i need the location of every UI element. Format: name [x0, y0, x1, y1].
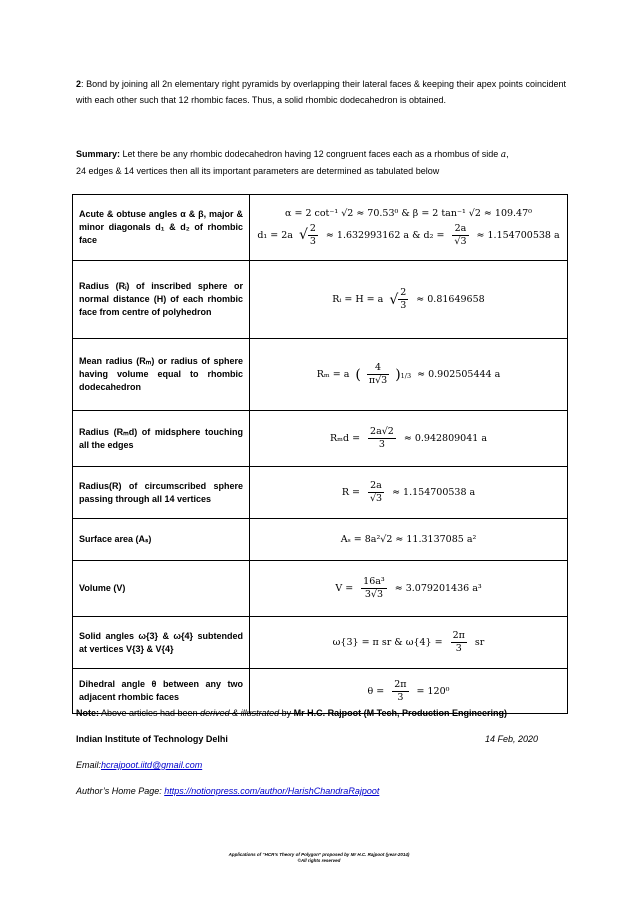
row-formula — [250, 561, 568, 617]
formula-part: ≈ 0.942809041 a — [403, 433, 487, 444]
sqrt-sign: √ — [298, 227, 308, 243]
table-row — [73, 669, 568, 714]
formula-dihedral — [250, 679, 567, 704]
formula-part: ≈ 1.632993162 a & d₂ = — [325, 229, 445, 241]
institute: Indian Institute of Technology Delhi — [76, 734, 228, 744]
numerator: 2π — [452, 630, 465, 641]
formula-part: sr — [474, 637, 485, 648]
numerator: 2a — [368, 480, 384, 493]
table-row — [73, 339, 568, 411]
summary-label: Summary: — [76, 149, 121, 159]
table-row — [73, 261, 568, 339]
row-label: Radius (Rᵢ) of inscribed sphere or normal distance (H) of each rhombic face from centre of polyhedron — [73, 261, 250, 339]
note-text: Above articles had been — [99, 708, 201, 718]
row-formula — [250, 669, 568, 714]
row-label: Surface area (Aₛ) — [73, 519, 250, 561]
fraction — [361, 576, 387, 601]
summary-text-1: Let there be any rhombic dodecahedron having 12 congruent faces each as a rhombus of side — [120, 149, 501, 159]
row-formula — [250, 467, 568, 519]
note-line — [76, 708, 507, 718]
numerator: 2a√2 — [370, 426, 394, 437]
formula-part: Rₘd = — [330, 433, 361, 444]
numerator: 4 — [367, 362, 389, 375]
homepage-link[interactable]: https://notionpress.com/author/HarishChandraRajpoot — [164, 786, 380, 796]
summary-paragraph — [76, 146, 566, 179]
email-label: Email: — [76, 760, 102, 770]
formula-part: ≈ 0.902505444 a — [417, 369, 501, 380]
formula-part: ω{3} = π sr & ω{4} = — [332, 637, 443, 648]
paren-open: ( — [355, 366, 361, 383]
sqrt-sign: √ — [389, 291, 399, 308]
row-formula — [250, 617, 568, 669]
summary-text-3: 24 edges & 14 vertices then all its important parameters are determined as tabulated below — [76, 166, 440, 176]
intro-paragraph — [76, 76, 566, 108]
formula-volume — [250, 576, 567, 601]
homepage-label: Author’s Home Page: — [76, 786, 165, 796]
formula-part: R = — [341, 487, 360, 498]
formula-part: d₁ = 2a — [257, 229, 293, 241]
row-formula: Aₛ = 8a²√2 ≈ 11.3137085 a² — [250, 519, 568, 561]
note-text: by — [279, 708, 294, 718]
formula-midradius — [250, 426, 567, 451]
numerator: 16a³ — [363, 576, 385, 587]
formula-part: ≈ 3.079201436 a³ — [394, 583, 482, 594]
fraction — [452, 223, 468, 248]
formula-part: Rᵢ = H = a — [332, 294, 384, 305]
fraction — [398, 287, 408, 312]
denominator: 3√3 — [364, 589, 384, 600]
formula-part: Rₘ = a — [316, 369, 350, 380]
denominator: π√3 — [368, 375, 388, 386]
homepage-line — [76, 786, 379, 796]
table-row — [73, 617, 568, 669]
footer — [0, 852, 638, 864]
formula-part: ≈ 0.81649658 — [416, 294, 485, 305]
fraction — [368, 480, 384, 505]
row-label: Volume (V) — [73, 561, 250, 617]
denominator: 3 — [397, 691, 404, 703]
formula-diagonals — [250, 223, 567, 248]
row-formula — [250, 339, 568, 411]
numerator: 2 — [400, 287, 407, 298]
denominator: √3 — [369, 493, 383, 504]
formula-part: ≈ 1.154700538 a — [476, 229, 560, 241]
summary-var: a — [500, 150, 507, 160]
formula-part: θ = — [367, 685, 385, 697]
fraction — [308, 223, 318, 248]
fraction — [367, 362, 389, 387]
table-row — [73, 411, 568, 467]
formula-part: = 120⁰ — [416, 685, 450, 697]
denominator: 3 — [400, 300, 407, 311]
denominator: √3 — [454, 235, 467, 247]
table-row — [73, 519, 568, 561]
author-name: Mr H.C. Rajpoot (M Tech, Production Engineering) — [293, 708, 507, 718]
note-label: Note: — [76, 708, 99, 718]
fraction — [392, 679, 408, 704]
denominator: 3 — [309, 235, 316, 247]
denominator: 3 — [378, 439, 385, 450]
numerator: 2 — [309, 222, 316, 234]
numerator: 2π — [394, 678, 407, 690]
formula-circumradius — [250, 480, 567, 505]
formula-part: V = — [335, 583, 354, 594]
formula-angles: α = 2 cot⁻¹ √2 ≈ 70.53⁰ & β = 2 tan⁻¹ √2 ≈ 109.47⁰ — [285, 207, 532, 219]
note-italic: derived & illustrated — [200, 708, 280, 718]
row-label: Solid angles ω{3} & ω{4} subtended at vertices V{3} & V{4} — [73, 617, 250, 669]
email-line — [76, 760, 202, 770]
fraction — [368, 426, 396, 451]
intro-text: : Bond by joining all 2n elementary right pyramids by overlapping their lateral faces & keeping their apex points coincident with each other such that 12 rhombic faces. Thus, a solid rhombic dodecahedron is obtained. — [76, 79, 566, 105]
footer-line-1: Applications of “HCR’s Theory of Polygon” proposed by Mr H.C. Rajpoot (year-2014) — [228, 852, 410, 857]
exponent: 1/3 — [400, 372, 412, 380]
row-label: Acute & obtuse angles α & β, major & minor diagonals d₁ & d₂ of rhombic face — [73, 195, 250, 261]
row-formula — [250, 195, 568, 261]
row-label: Dihedral angle θ between any two adjacent rhombic faces — [73, 669, 250, 714]
row-formula — [250, 261, 568, 339]
numerator: 2a — [452, 223, 468, 236]
formula-solid-angles — [250, 630, 567, 655]
footer-line-2: ©All rights reserved — [297, 858, 341, 863]
paren-close: ) — [395, 366, 401, 383]
table-row — [73, 195, 568, 261]
date: 14 Feb, 2020 — [484, 734, 538, 744]
parameters-table — [72, 194, 568, 714]
fraction — [451, 630, 467, 655]
formula-mean-radius — [250, 362, 567, 387]
table-row — [73, 561, 568, 617]
intro-number: 2 — [76, 79, 82, 89]
row-label: Radius(R) of circumscribed sphere passing through all 14 vertices — [73, 467, 250, 519]
summary-text-2: , — [506, 149, 509, 159]
row-formula — [250, 411, 568, 467]
denominator: 3 — [455, 643, 462, 654]
formula-inradius — [250, 287, 567, 312]
table-row — [73, 467, 568, 519]
email-link[interactable]: hcrajpoot.iitd@gmail.com — [101, 760, 203, 770]
formula-part: ≈ 1.154700538 a — [392, 487, 476, 498]
row-label: Mean radius (Rₘ) or radius of sphere having volume equal to rhombic dodecahedron — [73, 339, 250, 411]
row-label: Radius (Rₘd) of midsphere touching all the edges — [73, 411, 250, 467]
